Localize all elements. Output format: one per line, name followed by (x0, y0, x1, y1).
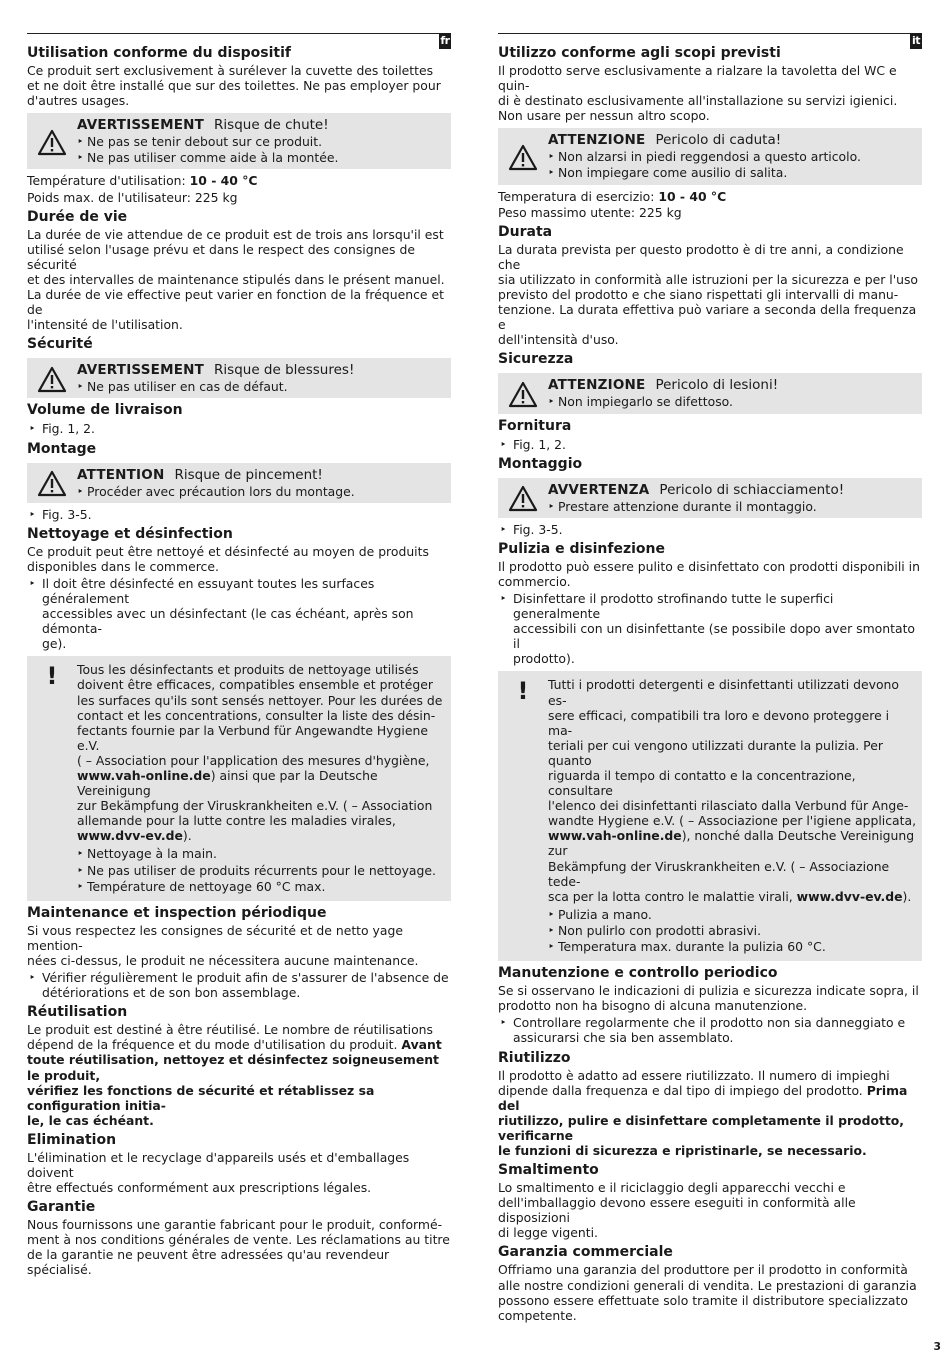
warning-message: Pericolo di schiacciamento! (659, 481, 845, 498)
disposal-text: L'élimination et le recyclage d'appareils usés et d'emballages doivent être effectués conformément aux prescriptions légales. (27, 1149, 410, 1196)
page-number: 3 (933, 1339, 941, 1353)
warning-triangle-icon (33, 361, 71, 395)
warning-triangle-icon (504, 481, 542, 515)
warning-item: ‣ Ne pas se tenir debout sur ce produit. (77, 134, 445, 149)
delivery-fig-ref: ‣ Fig. 1, 2. (27, 421, 451, 436)
reuse-text: Il prodotto è adatto ad essere riutilizzato. Il numero di impieghi dipende dalla frequenza e dal tipo di impiego del prodotto. Prima del riutilizzo, pulire e disinfettare completamente il prodotto, verificarne le funzioni di sicurezza e ripristinarle, se necessario. (498, 1067, 908, 1158)
top-rule (498, 33, 922, 34)
section-title-safety: Sécurité (27, 336, 93, 353)
warning-message: Risque de chute! (214, 117, 329, 134)
section-title-lifetime: Durée de vie (27, 208, 128, 225)
note-item: ‣ Ne pas utiliser de produits récurrents pour le nettoyage. (77, 863, 445, 878)
warning-keyword: ATTENZIONE (548, 377, 646, 394)
assembly-fig-ref: ‣ Fig. 3-5. (498, 522, 922, 537)
note-text: Tous les désinfectants et produits de nettoyage utilisés doivent être efficaces, compatibles ensemble et protéger les surfaces qu'ils sont sensés nettoyer. Pour les durées de contact et les concentrations, consulter la liste des désin- fectants fournie par la Verbund für Angewandte Hygiene e.V. ( – Association pour l'application des mesures d'hygiène, www.vah-online.de) ainsi que par la Deutsche Vereinigung zur Bekämpfung der Viruskrankheiten e.V. ( – Association allemande pour la lutte contre les maladies virales, www.dvv-ev.de). (77, 662, 443, 844)
delivery-fig-ref: ‣ Fig. 1, 2. (498, 437, 922, 452)
warning-triangle-icon (33, 466, 71, 500)
warning-message: Risque de pincement! (174, 466, 323, 483)
note-item: ‣ Température de nettoyage 60 °C max. (77, 879, 445, 894)
note-item: ‣ Nettoyage à la main. (77, 846, 445, 861)
section-title-delivery: Fornitura (498, 417, 572, 434)
column-french (27, 33, 451, 1279)
operating-temperature: Temperatura di esercizio: 10 - 40 °C (498, 188, 727, 204)
warranty-text: Nous fournissons une garantie fabricant pour le produit, conformé- ment à nos conditions générales de vente. Les réclamations au titre de la garantie ne peuvent être adressées qu'au revendeur spécialisé. (27, 1217, 450, 1278)
max-user-weight: Poids max. de l'utilisateur: 225 kg (27, 189, 238, 205)
note-box-disinfectants (27, 656, 451, 900)
intended-use-text: Ce produit sert exclusivement à surélever la cuvette des toilettes et ne doit être installé que sur des toilettes. Ne pas employer pour d'autres usages. (27, 63, 441, 109)
section-title-disposal: Smaltimento (498, 1162, 599, 1179)
warning-box-pinch (27, 463, 451, 503)
section-title-intended-use: Utilizzo conforme agli scopi previsti (498, 45, 781, 61)
warning-box-pinch (498, 478, 922, 518)
language-tag: it (911, 34, 921, 47)
section-title-warranty: Garanzia commerciale (498, 1244, 673, 1261)
note-text: Tutti i prodotti detergenti e disinfettanti utilizzati devono es- sere efficaci, compatibili tra loro e devono proteggere i ma- teriali per cui vengono utilizzati durante la pulizia. Per quanto riguarda il tempo di contatto e la concentrazione, consultare l'elenco dei disinfettanti rilasciato dalla Verbund für Ange- wandte Hygiene e.V. ( – Associazione per l'igiene applicata, www.vah-online.de), nonché dalla Deutsche Vereinigung zur Bekämpfung der Viruskrankheiten e.V. ( – Associazione tede- sca per la lotta contro le malattie virali, www.dvv-ev.de). (548, 677, 917, 904)
section-title-warranty: Garantie (27, 1199, 96, 1216)
section-title-intended-use: Utilisation conforme du dispositif (27, 45, 292, 61)
warning-item: ‣ Non alzarsi in piedi reggendosi a questo articolo. (548, 149, 916, 164)
warning-item: ‣ Ne pas utiliser comme aide à la montée. (77, 150, 445, 165)
language-tag: fr (440, 34, 450, 47)
warning-box-injury (27, 358, 451, 398)
warning-keyword: ATTENZIONE (548, 132, 646, 149)
warning-message: Pericolo di caduta! (655, 132, 782, 149)
reuse-text: Le produit est destiné à être réutilisé. Le nombre de réutilisations dépend de la fréquence et du mode d'utilisation du produit. Avant toute réutilisation, nettoyez et désinfectez soigneusement le produit, vérifiez les fonctions de sécurité et rétablissez sa configuration initia- le, le cas échéant. (27, 1022, 442, 1128)
exclamation-icon: ! (517, 677, 529, 706)
warning-box-fall (27, 113, 451, 169)
section-title-cleaning: Pulizia e disinfezione (498, 540, 665, 557)
operating-temperature: Température d'utilisation: 10 - 40 °C (27, 173, 258, 189)
section-title-delivery: Volume de livraison (27, 402, 183, 419)
cleaning-text: Ce produit peut être nettoyé et désinfecté au moyen de produits disponibles dans le commerce. (27, 543, 429, 574)
warning-box-fall (498, 128, 922, 184)
maintenance-text: Se si osservano le indicazioni di pulizia e sicurezza indicate sopra, il prodotto non ha bisogno di alcuna manutenzione. (498, 983, 919, 1014)
warning-triangle-icon (504, 376, 542, 410)
warning-keyword: AVVERTENZA (548, 481, 650, 498)
warning-item: ‣ Non impiegarlo se difettoso. (548, 394, 916, 409)
warning-message: Pericolo di lesioni! (655, 377, 779, 394)
exclamation-icon: ! (46, 662, 58, 691)
warning-keyword: AVERTISSEMENT (77, 362, 205, 379)
warning-triangle-icon (504, 131, 542, 181)
warning-item: ‣ Prestare attenzione durante il montaggio. (548, 499, 916, 514)
section-title-lifetime: Durata (498, 223, 553, 240)
intended-use-text: Il prodotto serve esclusivamente a rialzare la tavoletta del WC e quin- di è destinato esclusivamente all'installazione su servizi igienici. Non usare per nessun altro scopo. (498, 63, 898, 124)
cleaning-item: ‣ Il doit être désinfecté en essuyant toutes les surfaces généralement accessibles avec un désinfectant (le cas échéant, après son démonta- ge). (27, 576, 451, 651)
maintenance-item: ‣ Vérifier régulièrement le produit afin de s'assurer de l'absence de détériorations et de son bon assemblage. (27, 970, 451, 1000)
section-title-safety: Sicurezza (498, 351, 574, 368)
column-italian (498, 33, 922, 1324)
lifetime-text: La durée de vie attendue de ce produit est de trois ans lorsqu'il est utilisé selon l'usage prévu et dans le respect des consignes de sécurité et des intervalles de maintenance stipulés dans le présent manuel. La durée de vie effective peut varier en fonction de la fréquence et de l'intensité de l'utilisation. (27, 226, 445, 333)
section-title-reuse: Réutilisation (27, 1004, 128, 1021)
warning-item: ‣ Non impiegare come ausilio di salita. (548, 165, 916, 180)
disposal-text: Lo smaltimento e il riciclaggio degli apparecchi vecchi e dell'imballaggio devono essere eseguiti in conformità alle disposizioni di legge vigenti. (498, 1180, 856, 1241)
section-title-assembly: Montage (27, 440, 97, 457)
maintenance-item: ‣ Controllare regolarmente che il prodotto non sia danneggiato e assicurarsi che sia ben assemblato. (498, 1015, 922, 1045)
lifetime-text: La durata prevista per questo prodotto è di tre anni, a condizione che sia utilizzato in conformità alle istruzioni per la sicurezza e per l'uso previsto del prodotto e che siano rispettati gli intervalli di manu- tenzione. La durata effettiva può variare a seconda della frequenza e dell'intensità d'uso. (498, 241, 919, 348)
warning-triangle-icon (33, 116, 71, 166)
section-title-assembly: Montaggio (498, 455, 583, 472)
section-title-cleaning: Nettoyage et désinfection (27, 525, 233, 542)
note-box-disinfectants (498, 671, 922, 961)
section-title-maintenance: Manutenzione e controllo periodico (498, 965, 778, 982)
section-title-reuse: Riutilizzo (498, 1049, 571, 1066)
warning-message: Risque de blessures! (214, 362, 355, 379)
cleaning-item: ‣ Disinfettare il prodotto strofinando tutte le superfici generalmente accessibili con un disinfettante (se possibile dopo aver smontato il prodotto). (498, 591, 922, 666)
warning-item: ‣ Procéder avec précaution lors du montage. (77, 484, 445, 499)
note-item: ‣ Non pulirlo con prodotti abrasivi. (548, 923, 916, 938)
warranty-text: Offriamo una garanzia del produttore per il prodotto in conformità alle nostre condizioni generali di vendita. Le prestazioni di garanzia possono essere effettuate solo tramite il distributore specializzato competente. (498, 1262, 917, 1323)
maintenance-text: Si vous respectez les consignes de sécurité et de netto yage mention- nées ci-dessus, le produit ne nécessitera aucune maintenance. (27, 922, 419, 968)
max-user-weight: Peso massimo utente: 225 kg (498, 204, 682, 220)
section-title-maintenance: Maintenance et inspection périodique (27, 904, 327, 921)
assembly-fig-ref: ‣ Fig. 3-5. (27, 507, 451, 522)
warning-item: ‣ Ne pas utiliser en cas de défaut. (77, 379, 445, 394)
section-title-disposal: Elimination (27, 1131, 117, 1148)
note-item: ‣ Pulizia a mano. (548, 907, 916, 922)
warning-keyword: AVERTISSEMENT (77, 117, 205, 134)
warning-keyword: ATTENTION (77, 466, 165, 483)
top-rule (27, 33, 451, 34)
warning-box-injury (498, 373, 922, 413)
note-item: ‣ Temperatura max. durante la pulizia 60 °C. (548, 939, 916, 954)
cleaning-text: Il prodotto può essere pulito e disinfettato con prodotti disponibili in commercio. (498, 558, 920, 589)
